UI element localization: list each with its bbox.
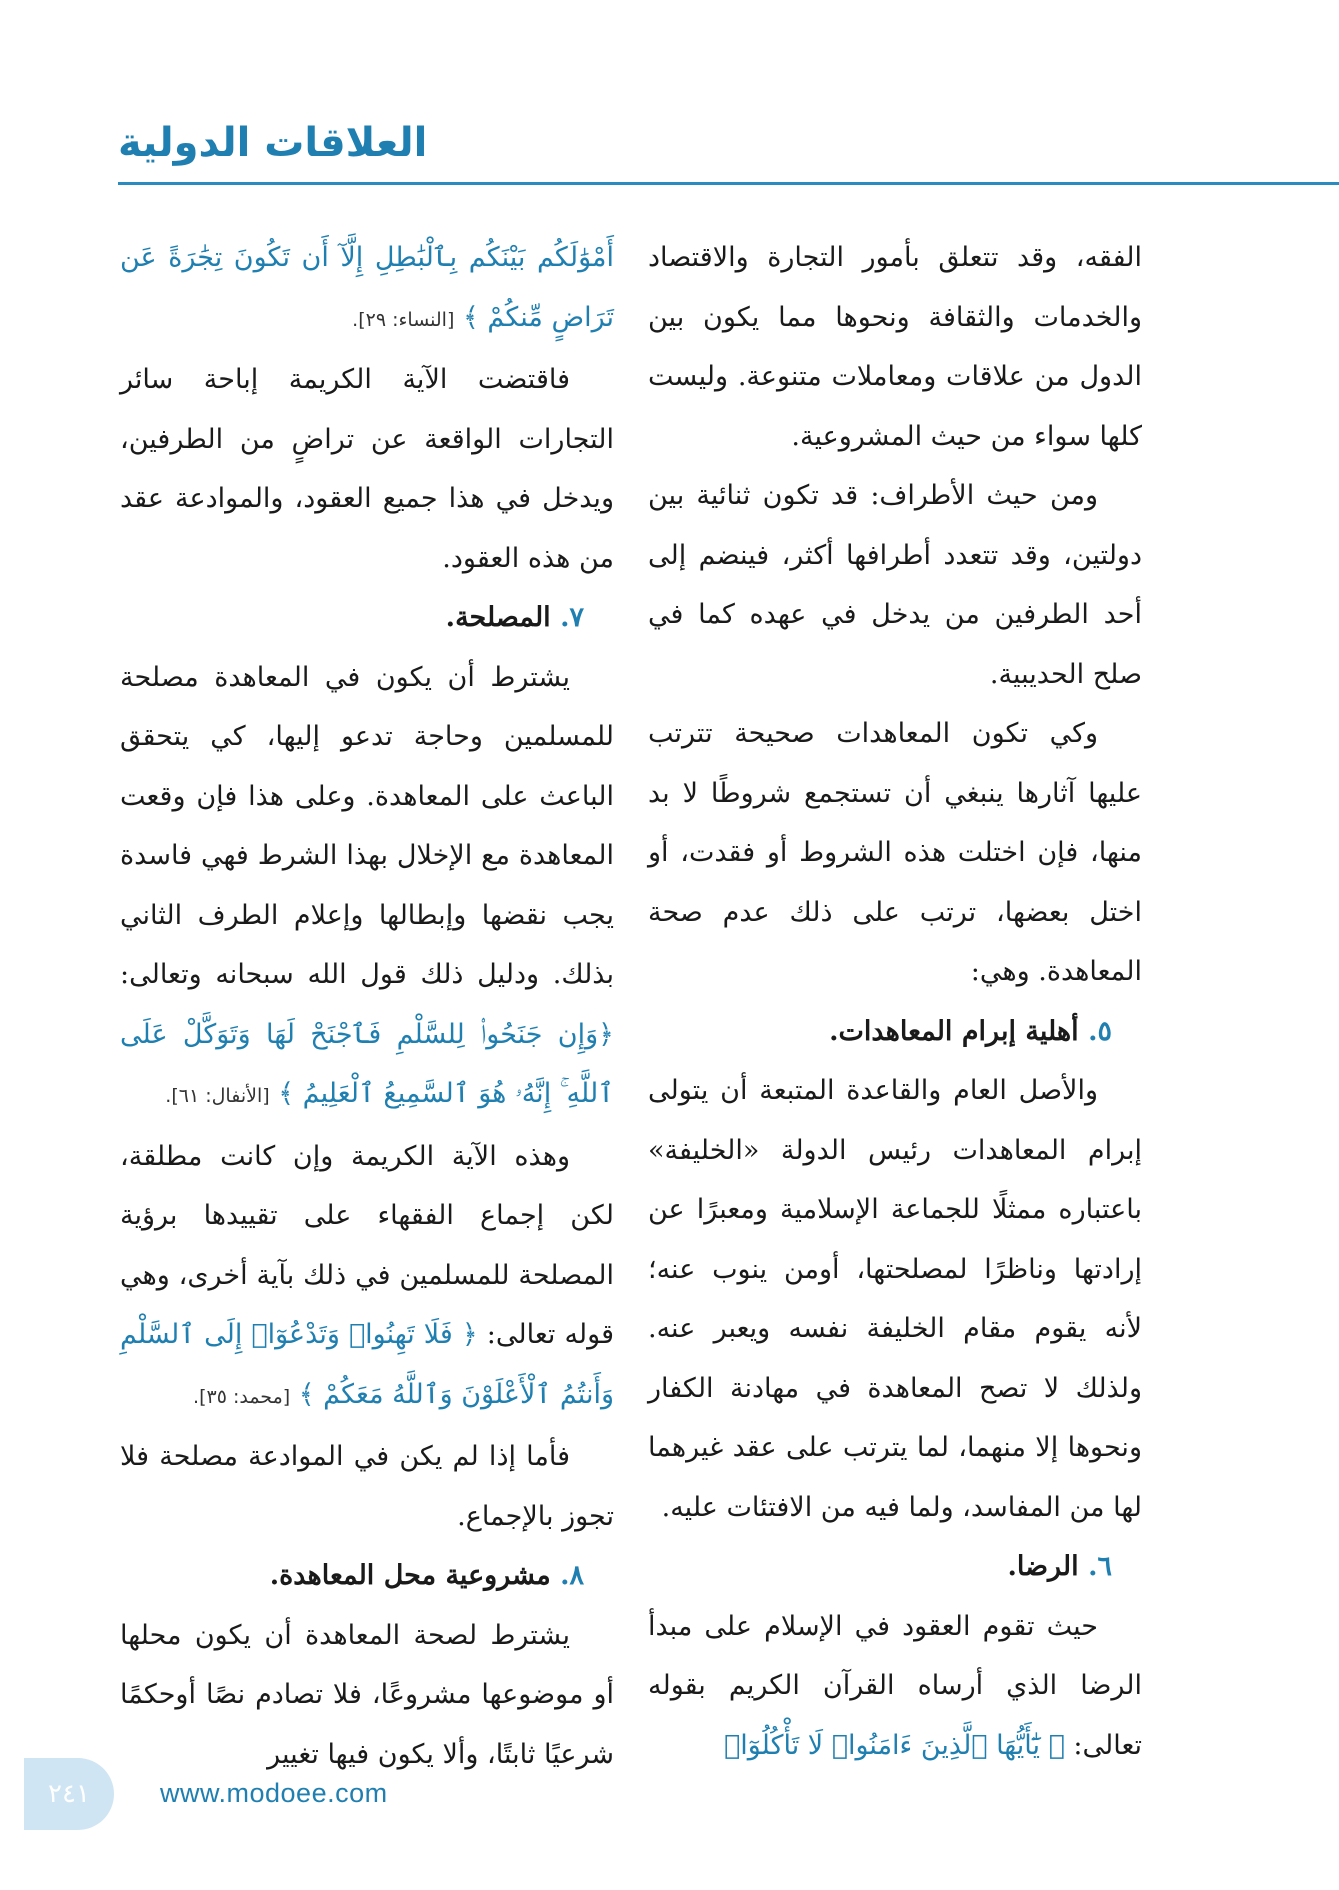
verse-reference: [النساء: ٢٩]. bbox=[352, 308, 455, 331]
page-number-badge bbox=[24, 1758, 114, 1830]
page-number: ٢٤١ bbox=[48, 1779, 90, 1809]
quran-verse: ﴿وَإِن جَنَحُوا۟ لِلسَّلْمِ فَٱجْنَحْ لَهَا وَتَوَكَّلْ عَلَى ٱللَّهِ ۚ إِنَّهُۥ هُوَ ٱلسَّمِيعُ ٱلْعَلِيمُ ﴾ bbox=[120, 1018, 614, 1109]
quran-verse: ﴿ فَلَا تَهِنُوا۟ وَتَدْعُوٓا۟ إِلَى ٱلسَّلْمِ وَأَنتُمُ ٱلْأَعْلَوْنَ وَٱللَّهُ مَعَكُمْ ﴾ bbox=[120, 1319, 614, 1410]
paragraph bbox=[648, 1597, 1142, 1776]
left-column bbox=[120, 228, 614, 1784]
header-rule bbox=[118, 182, 1339, 185]
heading-number: ٦. bbox=[1088, 1551, 1112, 1582]
paragraph bbox=[120, 648, 614, 1127]
section-heading-7 bbox=[120, 588, 614, 648]
page-footer bbox=[0, 1758, 1339, 1838]
heading-text: أهلية إبرام المعاهدات. bbox=[829, 1015, 1079, 1047]
paragraph-text: يشترط أن يكون في المعاهدة مصلحة للمسلمين وحاجة تدعو إليها، كي يتحقق الباعث على المعاهدة. وعلى هذا فإن وقعت المعاهدة مع الإخلال بهذا الشرط فهي فاسدة يجب نقضها وإبطالها وإعلام الطرف الثاني بذلك. ودليل ذلك قول الله سبحانه وتعالى: bbox=[120, 661, 614, 990]
heading-number: ٥. bbox=[1088, 1015, 1112, 1047]
quran-continuation bbox=[120, 228, 614, 350]
paragraph: وكي تكون المعاهدات صحيحة تترتب عليها آثارها ينبغي أن تستجمع شروطًا لا بد منها، فإن اختلت هذه الشروط أو فقدت، أو اختل بعضها، ترتب على ذلك عدم صحة المعاهدة. وهي: bbox=[648, 718, 1142, 987]
section-heading-8 bbox=[120, 1546, 614, 1606]
verse-reference: [الأنفال: ٦١]. bbox=[165, 1085, 270, 1107]
running-header-title: العلاقات الدولية bbox=[118, 120, 428, 166]
right-column bbox=[648, 228, 1142, 1775]
paragraph-text: حيث تقوم العقود في الإسلام على مبدأ الرضا الذي أرساه القرآن الكريم بقوله تعالى: bbox=[648, 1610, 1142, 1761]
heading-text: الرضا. bbox=[1007, 1551, 1079, 1582]
paragraph: فاقتضت الآية الكريمة إباحة سائر التجارات الواقعة عن تراضٍ من الطرفين، ويدخل في هذا جميع العقود، والموادعة عقد من هذه العقود. bbox=[120, 364, 614, 574]
paragraph: الفقه، وقد تتعلق بأمور التجارة والاقتصاد والخدمات والثقافة ونحوها مما يكون بين الدول من علاقات ومعاملات متنوعة. وليست كلها سواء من حيث المشروعية. bbox=[648, 242, 1142, 452]
paragraph: فأما إذا لم يكن في الموادعة مصلحة فلا تجوز بالإجماع. bbox=[120, 1441, 614, 1532]
paragraph: والأصل العام والقاعدة المتبعة أن يتولى إبرام المعاهدات رئيس الدولة «الخليفة» باعتباره ممثلًا للجماعة الإسلامية ومعبرًا عن إرادتها وناظرًا لمصلحتها، أومن ينوب عنه؛ لأنه يقوم مقام الخليفة نفسه ويعبر عنه. ولذلك لا تصح المعاهدة في مهادنة الكفار ونحوها إلا منهما، لما يترتب على عقد غيرهما لها من المفاسد، ولما فيه من الافتئات عليه. bbox=[648, 1075, 1142, 1523]
quran-verse: ﴿ يَٰٓأَيُّهَا ٱلَّذِينَ ءَامَنُوا۟ لَا تَأْكُلُوٓا۟ bbox=[724, 1729, 1065, 1761]
heading-number: ٧. bbox=[560, 602, 584, 633]
section-heading-6 bbox=[648, 1537, 1142, 1597]
website-link[interactable]: www.modoee.com bbox=[160, 1778, 388, 1808]
paragraph: يشترط لصحة المعاهدة أن يكون محلها أو موضوعها مشروعًا، فلا تصادم نصًا أوحكمًا شرعيًا ثابتًا، وألا يكون فيها تغيير bbox=[120, 1619, 614, 1770]
page-header bbox=[118, 120, 1339, 184]
quran-verse: أَمْوَٰلَكُم بَيْنَكُم بِٱلْبَٰطِلِ إِلَّآ أَن تَكُونَ تِجَٰرَةً عَن تَرَاضٍ مِّنكُمْ ﴾ bbox=[120, 242, 614, 333]
verse-reference: [محمد: ٣٥]. bbox=[193, 1385, 291, 1408]
paragraph-text: وهذه الآية الكريمة وإن كانت مطلقة، لكن إجماع الفقهاء على تقييدها برؤية المصلحة للمسلمين في ذلك بآية أخرى، وهي قوله تعالى: bbox=[120, 1140, 614, 1350]
heading-text: المصلحة. bbox=[445, 602, 551, 633]
heading-text: مشروعية محل المعاهدة. bbox=[269, 1560, 551, 1591]
paragraph bbox=[120, 1127, 614, 1428]
heading-number: ٨. bbox=[560, 1560, 584, 1591]
section-heading-5 bbox=[648, 1002, 1142, 1062]
paragraph: ومن حيث الأطراف: قد تكون ثنائية بين دولتين، وقد تتعدد أطرافها أكثر، فينضم إلى أحد الطرفين من يدخل في عهده كما في صلح الحديبية. bbox=[648, 480, 1142, 690]
